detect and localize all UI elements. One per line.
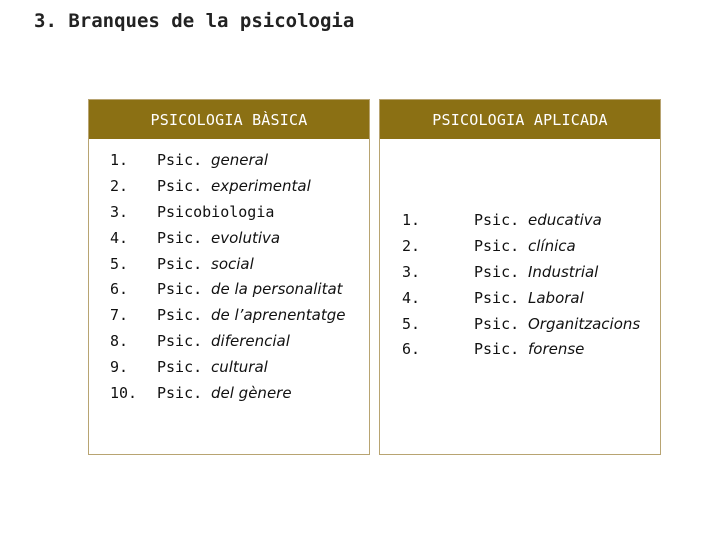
item-text: Industrial [528, 262, 599, 281]
item-text: Organitzacions [528, 314, 641, 333]
item-text: clínica [528, 237, 576, 256]
item-number: 5. [402, 314, 421, 333]
list-item [89, 329, 369, 355]
list-item [89, 148, 369, 174]
item-number: 8. [110, 331, 129, 350]
item-number: 5. [110, 254, 129, 273]
item-text: forense [528, 340, 585, 359]
item-number: 6. [402, 340, 421, 359]
list-item [89, 380, 369, 406]
item-number: 3. [402, 262, 421, 281]
applied-branches-list [380, 208, 660, 363]
item-prefix: Psic. [157, 254, 203, 273]
item-number: 1. [402, 211, 421, 230]
item-number: 1. [110, 151, 129, 170]
item-number: 9. [110, 357, 129, 376]
item-number: 3. [110, 202, 129, 221]
item-text: educativa [528, 211, 602, 230]
list-item [89, 200, 369, 226]
basic-branches-list [89, 148, 369, 406]
item-prefix: Psic. [157, 383, 203, 402]
list-item [89, 225, 369, 251]
item-number: 10. [110, 383, 138, 402]
item-text: experimental [211, 177, 311, 196]
item-text: general [211, 151, 269, 170]
item-text: Laboral [528, 288, 584, 307]
item-text: de la personalitat [211, 280, 343, 299]
item-prefix: Psic. [157, 151, 203, 170]
item-prefix: Psic. [157, 331, 203, 350]
applied-panel-header: PSICOLOGIA APLICADA [380, 100, 660, 139]
list-item [380, 260, 660, 286]
list-item [89, 354, 369, 380]
basic-panel-header: PSICOLOGIA BÀSICA [89, 100, 369, 139]
item-text: cultural [211, 357, 268, 376]
item-text: Psicobiologia [157, 202, 275, 221]
list-item [380, 337, 660, 363]
list-item [89, 174, 369, 200]
item-prefix: Psic. [474, 314, 520, 333]
item-prefix: Psic. [474, 262, 520, 281]
item-number: 2. [402, 237, 421, 256]
item-prefix: Psic. [157, 280, 203, 299]
list-item [89, 277, 369, 303]
item-prefix: Psic. [474, 340, 520, 359]
item-number: 4. [402, 288, 421, 307]
item-prefix: Psic. [474, 211, 520, 230]
item-number: 4. [110, 228, 129, 247]
item-prefix: Psic. [157, 228, 203, 247]
item-prefix: Psic. [474, 288, 520, 307]
list-item [380, 311, 660, 337]
item-number: 7. [110, 306, 129, 325]
list-item [380, 285, 660, 311]
list-item [89, 251, 369, 277]
list-item [89, 303, 369, 329]
applied-psychology-panel [379, 99, 661, 455]
item-text: del gènere [211, 383, 292, 402]
item-text: social [211, 254, 254, 273]
item-number: 2. [110, 177, 129, 196]
item-text: evolutiva [211, 228, 281, 247]
slide-title: 3. Branques de la psicologia [34, 10, 355, 32]
item-prefix: Psic. [157, 306, 203, 325]
item-prefix: Psic. [474, 237, 520, 256]
item-prefix: Psic. [157, 177, 203, 196]
list-item [380, 208, 660, 234]
item-prefix: Psic. [157, 357, 203, 376]
list-item [380, 234, 660, 260]
item-number: 6. [110, 280, 129, 299]
item-text: diferencial [211, 331, 290, 350]
basic-psychology-panel [88, 99, 370, 455]
item-text: de l’aprenentatge [211, 306, 346, 325]
